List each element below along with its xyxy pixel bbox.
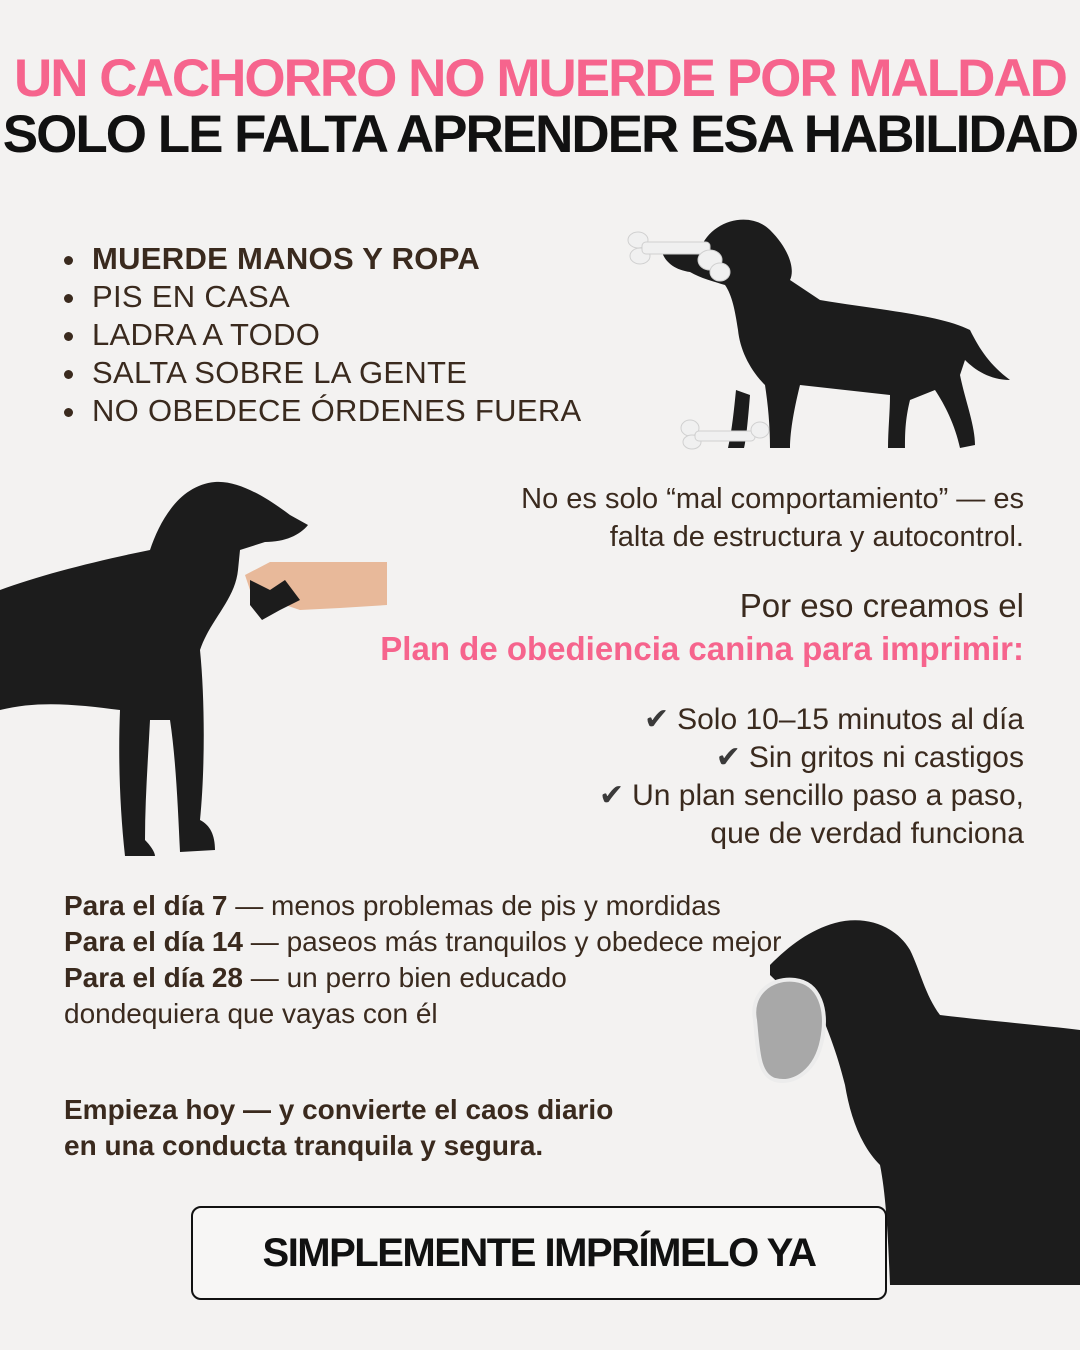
timeline-label: Para el día 7 <box>64 890 228 921</box>
plan-lead: Por eso creamos el <box>739 587 1024 624</box>
benefit-item-continuation: que de verdad funciona <box>710 817 1024 850</box>
intro-paragraph <box>521 480 1024 556</box>
intro-line: falta de estructura y autocontrol. <box>609 521 1024 553</box>
headline-secondary: SOLO LE FALTA APRENDER ESA HABILIDAD <box>2 105 1078 164</box>
headline-primary: UN CACHORRO NO MUERDE POR MALDAD <box>14 49 1066 108</box>
timeline-item: Para el día 28 — un perro bien educado dondequiera que vayas con él <box>64 962 567 1029</box>
closing-line: en una conducta tranquila y segura. <box>64 1130 544 1161</box>
checkmark-icon: ✔ <box>598 779 625 812</box>
timeline-label: Para el día 28 <box>64 962 244 993</box>
plan-title: Plan de obediencia canina para imprimir: <box>380 630 1024 667</box>
timeline-label: Para el día 14 <box>64 926 244 957</box>
timeline <box>64 888 814 1032</box>
problem-item: LADRA A TODO <box>62 316 582 354</box>
problem-item: SALTA SOBRE LA GENTE <box>62 354 582 392</box>
intro-line: No es solo “mal comportamiento” — es <box>521 483 1024 515</box>
dog-biting-hand-illustration <box>0 480 390 860</box>
benefits-list <box>599 701 1024 853</box>
problem-item: MUERDE MANOS Y ROPA <box>62 240 582 278</box>
problem-item: NO OBEDECE ÓRDENES FUERA <box>62 392 582 430</box>
closing-line: Empieza hoy — y convierte el caos diario <box>64 1094 614 1125</box>
checkmark-icon: ✔ <box>643 703 670 736</box>
problem-item: PIS EN CASA <box>62 278 582 316</box>
timeline-item: Para el día 7 — menos problemas de pis y mordidas <box>64 890 721 921</box>
print-now-button[interactable]: SIMPLEMENTE IMPRÍMELO YA <box>191 1206 887 1300</box>
closing-paragraph <box>64 1092 613 1164</box>
checkmark-icon: ✔ <box>715 741 741 774</box>
benefit-item: ✔ Un plan sencillo paso a paso, <box>598 779 1024 812</box>
benefit-item: ✔ Sin gritos ni castigos <box>715 741 1024 774</box>
dog-with-bone-illustration <box>620 200 1020 460</box>
timeline-item: Para el día 14 — paseos más tranquilos y obedece mejor <box>64 926 782 957</box>
benefit-item: ✔ Solo 10–15 minutos al día <box>643 703 1024 736</box>
problems-list <box>62 240 582 430</box>
